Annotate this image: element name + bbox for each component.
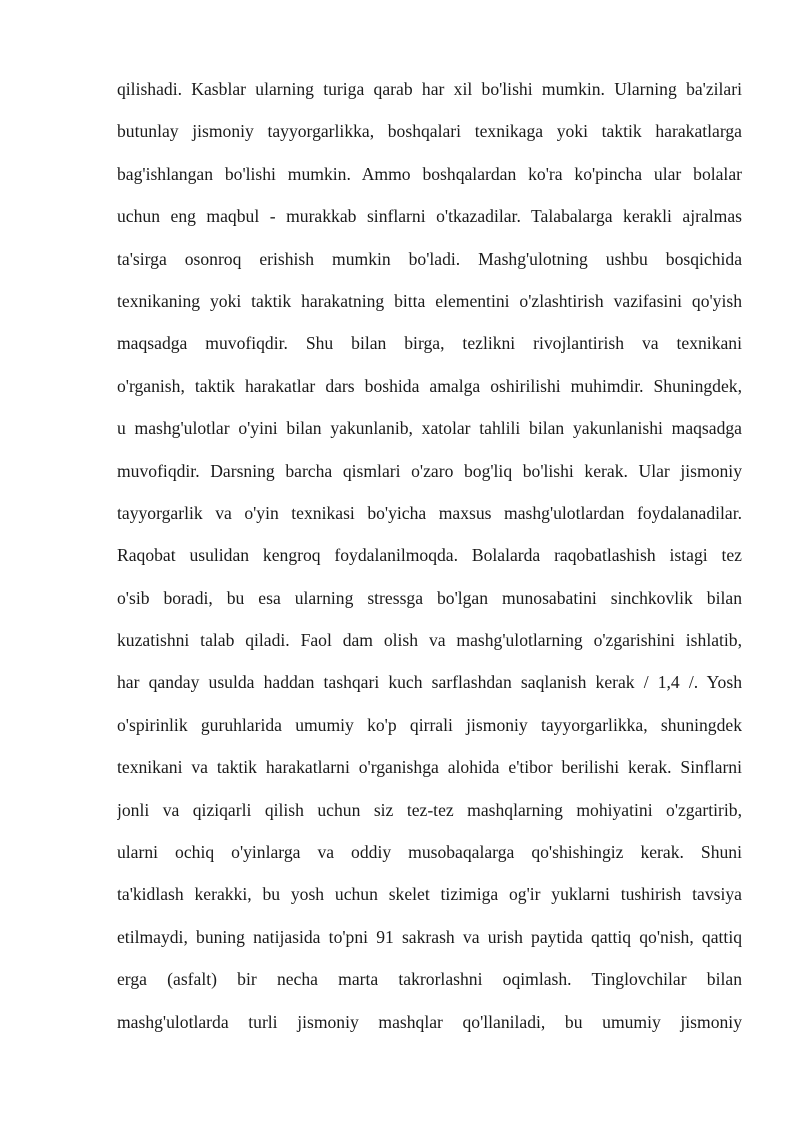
text-line: erga (asfalt) bir necha marta takrorlashni oqimlash. Tinglovchilar bilan (117, 969, 742, 990)
text-line: uchun eng maqbul - murakkab sinflarni o'tkazadilar. Talabalarga kerakli ajralmas (117, 206, 742, 227)
text-line: ta'kidlash kerakki, bu yosh uchun skelet tizimiga og'ir yuklarni tushirish tavsiya (117, 884, 742, 905)
text-line: u mashg'ulotlar o'yini bilan yakunlanib, xatolar tahlili bilan yakunlanishi maqsadga (117, 418, 742, 439)
text-line: o'sib boradi, bu esa ularning stressga bo'lgan munosabatini sinchkovlik bilan (117, 587, 742, 608)
text-line: mashg'ulotlarda turli jismoniy mashqlar qo'llaniladi, bu umumiy jismoniy (117, 1011, 742, 1032)
text-line: jonli va qiziqarli qilish uchun siz tez-tez mashqlarning mohiyatini o'zgartirib, (117, 799, 742, 820)
text-line: o'rganish, taktik harakatlar dars boshida amalga oshirilishi muhimdir. Shuningdek, (117, 375, 742, 396)
text-line: o'spirinlik guruhlarida umumiy ko'p qirrali jismoniy tayyorgarlikka, shuningdek (117, 714, 742, 735)
body-paragraph (117, 68, 742, 1043)
text-line: har qanday usulda haddan tashqari kuch sarflashdan saqlanish kerak / 1,4 /. Yosh (117, 672, 742, 693)
text-line: texnikaning yoki taktik harakatning bitta elementini o'zlashtirish vazifasini qo'yish (117, 290, 742, 311)
text-line: kuzatishni talab qiladi. Faol dam olish va mashg'ulotlarning o'zgarishini ishlatib, (117, 630, 742, 651)
text-line: bag'ishlangan bo'lishi mumkin. Ammo boshqalardan ko'ra ko'pincha ular bolalar (117, 163, 742, 184)
text-line: texnikani va taktik harakatlarni o'rganishga alohida e'tibor berilishi kerak. Sinflarni (117, 757, 742, 778)
text-line: qilishadi. Kasblar ularning turiga qarab har xil bo'lishi mumkin. Ularning ba'zilari (117, 79, 742, 99)
text-line: butunlay jismoniy tayyorgarlikka, boshqalari texnikaga yoki taktik harakatlarga (117, 121, 742, 142)
text-line: tayyorgarlik va o'yin texnikasi bo'yicha maxsus mashg'ulotlardan foydalanadilar. (117, 502, 742, 523)
text-line: ularni ochiq o'yinlarga va oddiy musobaqalarga qo'shishingiz kerak. Shuni (117, 842, 742, 863)
text-line: muvofiqdir. Darsning barcha qismlari o'zaro bog'liq bo'lishi kerak. Ular jismoniy (117, 460, 742, 481)
text-line: Raqobat usulidan kengroq foydalanilmoqda. Bolalarda raqobatlashish istagi tez (117, 545, 742, 566)
text-line: etilmaydi, buning natijasida to'pni 91 sakrash va urish paytida qattiq qo'nish, qattiq (117, 926, 742, 947)
text-line: ta'sirga osonroq erishish mumkin bo'ladi. Mashg'ulotning ushbu bosqichida (117, 248, 742, 269)
text-line: maqsadga muvofiqdir. Shu bilan birga, tezlikni rivojlantirish va texnikani (117, 333, 742, 354)
